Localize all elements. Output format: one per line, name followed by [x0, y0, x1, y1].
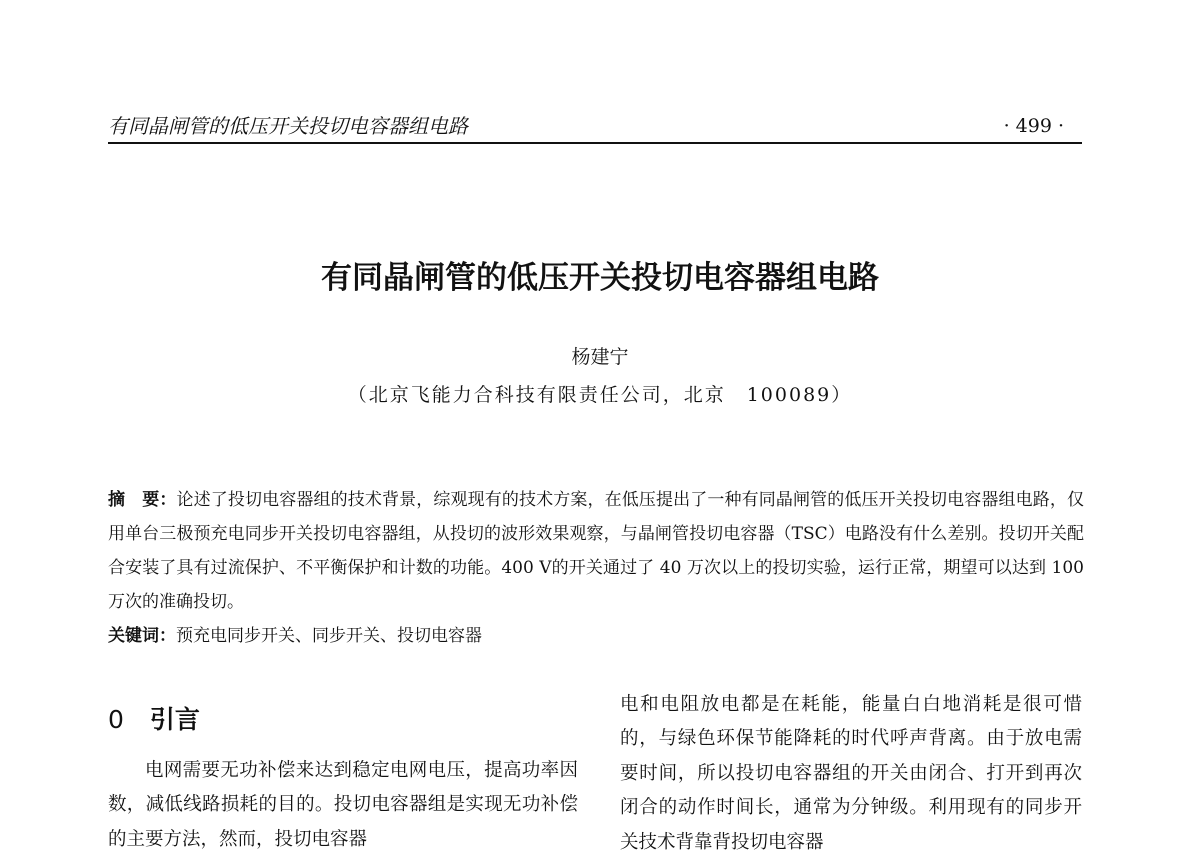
- abstract-text: 论述了投切电容器组的技术背景，综观现有的技术方案，在低压提出了一种有同晶闸管的低压开关投切电容器组电路，仅用单台三极预充电同步开关投切电容器组，从投切的波形效果观察，与晶闸管投切电容器（TSC）电路没有什么差别。投切开关配合安装了具有过流保护、不平衡保护和计数的功能。400 V的开关通过了 40 万次以上的投切实验，运行正常，期望可以达到 100 万次的准确投切。: [108, 490, 1084, 612]
- abstract: [108, 483, 1084, 619]
- right-column-paragraph: 电和电阻放电都是在耗能，能量白白地消耗是很可惜的，与绿色环保节能降耗的时代呼声背离。由于放电需要时间，所以投切电容器组的开关由闭合、打开到再次闭合的动作时间长，通常为分钟级。利用现有的同步开关技术背靠背投切电容器: [620, 694, 1082, 853]
- section-heading: [108, 700, 578, 740]
- section-title: 引言: [149, 705, 200, 734]
- right-column: [620, 688, 1082, 860]
- running-head: [108, 112, 1082, 144]
- author-name: 杨建宁: [571, 346, 629, 368]
- left-column: [108, 700, 578, 857]
- running-head-title: 有同晶闸管的低压开关投切电容器组电路: [108, 114, 468, 138]
- keywords-label: 关键词：: [108, 626, 176, 646]
- keywords: [108, 619, 1084, 653]
- author-affiliation: （北京飞能力合科技有限责任公司，北京 100089）: [347, 384, 853, 406]
- article-title: 有同晶闸管的低压开关投切电容器组电路: [321, 260, 879, 296]
- page-number: · 499 ·: [1003, 115, 1064, 137]
- keywords-text: 预充电同步开关、同步开关、投切电容器: [176, 626, 482, 646]
- section-number: 0: [108, 705, 124, 734]
- abstract-label: 摘 要：: [108, 490, 177, 510]
- intro-paragraph: 电网需要无功补偿来达到稳定电网电压，提高功率因数，减低线路损耗的目的。投切电容器组是实现无功补偿的主要方法，然而，投切电容器: [108, 760, 578, 850]
